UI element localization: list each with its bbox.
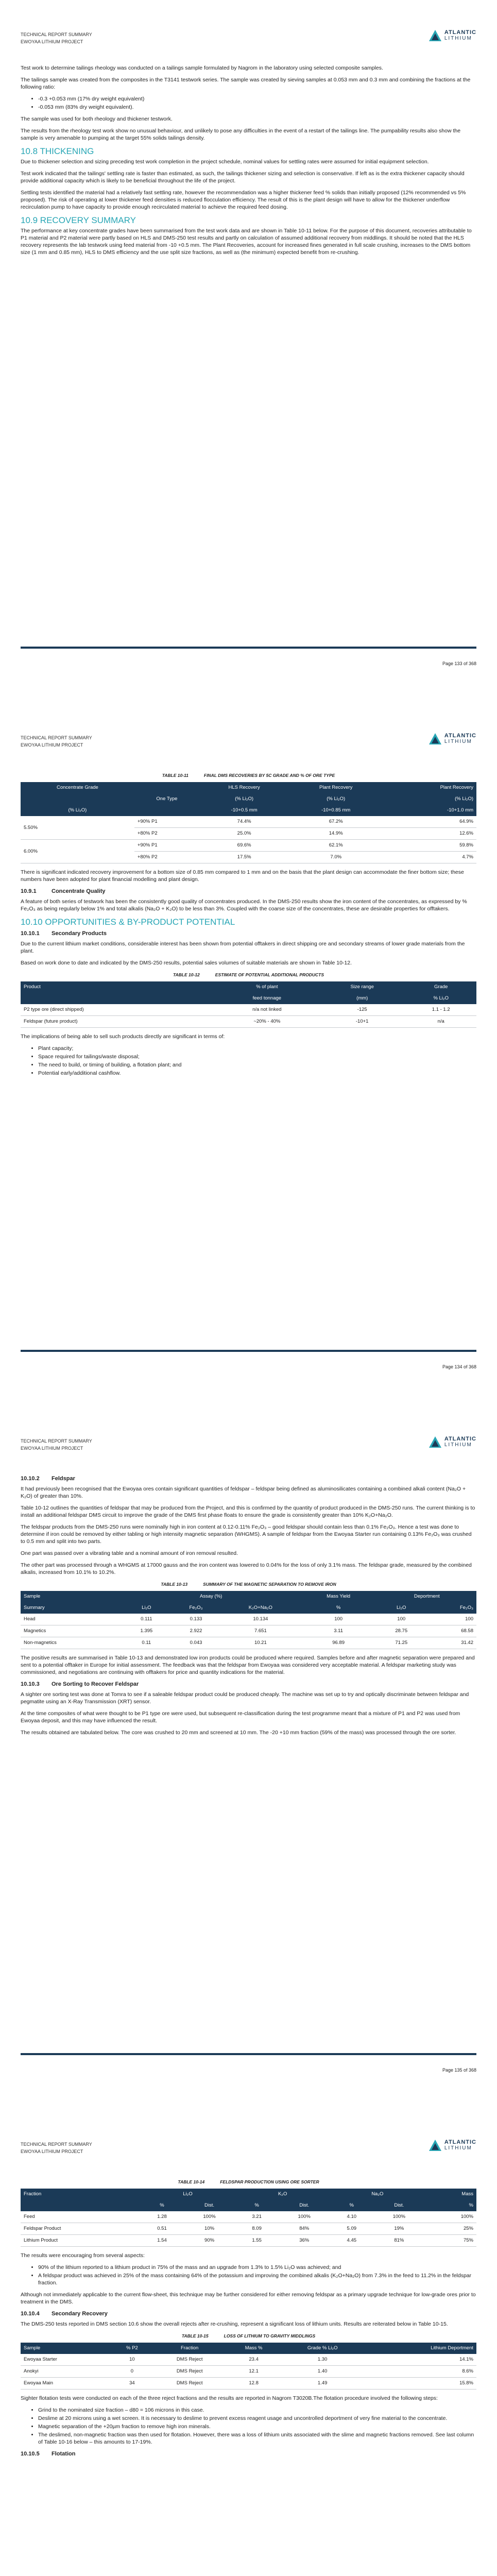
col-unit: (% Li₂O) [21,805,134,816]
col-header: Li₂O [140,2189,235,2200]
cell: P2 type ore (direct shipped) [21,1004,215,1016]
cell: Lithium Product [21,2235,140,2247]
paragraph: The DMS-250 tests reported in DMS section 10.6 show the overall rejects after re-crushing, represent a significant loss of lithium units. Results are reiterated below in Table 10-15. [21,2321,448,2327]
cell: 12.1 [227,2366,281,2378]
bullet-list [21,95,476,111]
ore-sorter-table [21,2189,476,2247]
cell: 1.40 [281,2366,364,2378]
col-unit: % [330,2200,373,2211]
logo-triangle-icon [429,732,442,745]
col-unit: Li₂O [378,1602,425,1614]
cell: 0.11 [123,1637,170,1649]
cell: 10.134 [221,1614,300,1625]
cell: 1.54 [140,2235,183,2247]
page-133 [0,0,497,703]
subsection-heading [21,930,476,937]
cell: 14.1% [364,2354,476,2366]
list-item: • Plant capacity; [38,1045,476,1052]
paragraph: At the time composites of what were thought to be P1 type ore were used, but subsequent re-classification during the test programme meant that a mixture of P1 and P2 was used from Ewoyaa deposit, and this may have influenced the result. [21,1710,460,1724]
cell: +90% P1 [134,816,199,828]
cell: 3.21 [235,2211,279,2223]
cell: 1.55 [235,2235,279,2247]
header-project: EWOYAA LITHIUM PROJECT [21,742,83,748]
table-row [21,2366,476,2378]
col-unit: Dist. [184,2200,235,2211]
col-header: Grade [405,981,476,993]
cell: -125 [319,1004,406,1016]
col-header: One Type [134,782,199,816]
header-title: TECHNICAL REPORT SUMMARY [21,735,92,740]
col-unit: Li₂O [123,1602,170,1614]
col-size: -10+1.0 mm [383,805,476,816]
cell: 1.28 [140,2211,183,2223]
cell: 4.45 [330,2235,373,2247]
cell: n/a not linked [215,1004,319,1016]
cell: 0 [112,2366,153,2378]
subsection-heading [21,2450,476,2458]
table-row [21,1016,476,1028]
cell: Ewoyaa Main [21,2378,112,2389]
section-heading-opportunities: 10.10 OPPORTUNITIES & BY-PRODUCT POTENTIAL [21,917,235,927]
col-unit: Fe₂O₃ [170,1602,221,1614]
list-item: • -0.3 +0.053 mm (17% dry weight equivalent) [38,95,476,103]
cell: 7.0% [289,852,383,863]
heading-number: 10.10.4 [21,2311,40,2317]
cell: -10+1 [319,1016,406,1028]
col-header: Deportment [378,1591,476,1602]
page-number: Page 133 of 368 [442,661,476,666]
col-header: Sample [21,1591,123,1602]
table-caption [21,772,476,779]
list-item: • The deslimed, non-magnetic fraction was then used for flotation. However, there was a loss of lithium units associated with the slime and magnetic fractions removed. See last column of Table 10-16 below – this amounts to 17-19%. [38,2431,476,2446]
paragraph: Test work indicated that the tailings' settling rate is faster than estimated, as such, the tailings thickener sizing and selection is conservative. If left as is the extra thickener capacity should provide additional capacity which is likely to be beneficial throughout the life of the project. [21,171,465,184]
page-footer [21,1350,476,1369]
cell: 84% [279,2223,330,2235]
col-header: Assay (%) [123,1591,300,1602]
table-caption [21,2178,476,2185]
table-row [21,1004,476,1016]
paragraph: The sample was used for both rheology and thickener testwork. [21,116,173,122]
cell: 96.89 [300,1637,378,1649]
col-header: Product [21,981,215,993]
magnetic-separation-table [21,1591,476,1649]
heading-text: Concentrate Quality [52,888,106,894]
heading-text: Feldspar [52,1476,75,1482]
section-heading-thickening: 10.8 THICKENING [21,146,94,156]
cell: 4.10 [330,2211,373,2223]
cell: 0.111 [123,1614,170,1625]
table-row [21,2211,476,2223]
paragraph: The results obtained are tabulated below. The core was crushed to 20 mm and screened at 10 mm. The -20 +10 mm fraction (59% of the mass) was processed through the ore sorter. [21,1730,456,1736]
table-caption [21,2332,476,2340]
cell: 19% [373,2223,425,2235]
paragraph: A feature of both series of testwork has been the consistently good quality of concentrates produced. In the DMS-250 results show the iron content of the concentrates, as expressed by % Fe₂O₃ as being regularly below 1% and total alkalis (Na₂O + K₂O) to be less than 3%. Coupled with the coarse size of the concentrates, these are desirable properties for offtakers. [21,899,467,912]
cell: 10.21 [221,1637,300,1649]
cell: 90% [184,2235,235,2247]
paragraph: Due to thickener selection and sizing preceding test work completion in the project schedule, nominal values for settling rates were assumed for initial equipment selection. [21,159,429,165]
cell: 74.4% [199,816,289,828]
heading-number: 10.10.2 [21,1476,40,1482]
paragraph: The results were encouraging from several aspects: [21,2252,145,2259]
table-title: LOSS OF LITHIUM TO GRAVITY MIDDLINGS [224,2333,316,2338]
table-title: ESTIMATE OF POTENTIAL ADDITIONAL PRODUCTS [215,972,324,977]
cell: 34 [112,2378,153,2389]
table-row [21,1625,476,1637]
col-header: Fraction [152,2343,227,2354]
header-project: EWOYAA LITHIUM PROJECT [21,2149,83,2154]
table-title: SUMMARY OF THE MAGNETIC SEPARATION TO REMOVE IRON [203,1582,336,1587]
table-number: TABLE 10-14 [178,2179,205,2184]
logo-text-1: ATLANTIC [444,2139,476,2145]
list-item: • The need to build, or timing of building, a flotation plant; and [38,1061,476,1069]
col-header: % of plant [215,981,319,993]
cell: 8.6% [364,2366,476,2378]
cell: 3.11 [300,1625,378,1637]
col-header: Mass [425,2189,476,2200]
cell: Feldspar (future product) [21,1016,215,1028]
list-item: • Deslime at 20 microns using a wet screen. It is necessary to deslime to prevent excess reagent usage and uncontrolled deportment of very fine material to the concentrate. [38,2415,476,2422]
table-title: FELDSPAR PRODUCTION USING ORE SORTER [220,2179,319,2184]
table-row [21,1637,476,1649]
col-header: Mass % [227,2343,281,2354]
products-table [21,981,476,1028]
paragraph: There is significant indicated recovery improvement for a bottom size of 0.85 mm compared to 1 mm and on the basis that the plant design can accommodate the finer bottom size; these numbers have been adopted for plant financial modelling and plant design. [21,869,464,883]
cell: 17.5% [199,852,289,863]
cell: Anokyi [21,2366,112,2378]
cell: 1.49 [281,2378,364,2389]
paragraph: Due to the current lithium market conditions, considerable interest has been shown from potential offtakers in direct shipping ore and secondary streams of lower grade materials from the plant. [21,941,465,954]
col-header: Sample [21,2343,112,2354]
table-row [21,840,476,852]
heading-text: Flotation [52,2451,76,2457]
col-header: Na₂O [330,2189,425,2200]
col-unit: Dist. [279,2200,330,2211]
atlantic-lithium-logo [429,2139,476,2152]
table-row [21,2235,476,2247]
logo-text-2: LITHIUM [444,1442,472,1448]
col-header: Size range [319,981,406,993]
paragraph: Sighter flotation tests were conducted on each of the three reject fractions and the results are reported in Nagrom T3020B.The flotation procedure involved the following steps: [21,2395,438,2401]
cell: 100 [425,1614,476,1625]
col-header: HLS Recovery [199,782,289,793]
cell: 14.9% [289,828,383,840]
cell: 81% [373,2235,425,2247]
col-header: Mass Yield [300,1591,378,1602]
page-135 [0,1406,497,2110]
cell: Non-magnetics [21,1637,123,1649]
cell: n/a [405,1016,476,1028]
cell: 1.1 - 1.2 [405,1004,476,1016]
footer-bar [21,2053,476,2055]
paragraph: Table 10-12 outlines the quantities of feldspar that may be produced from the Project, and this is confirmed by the quantity of product produced in the DMS-250 runs. The current thinking is to install an additional feldspar DMS circuit to improve the grade of the DMS first phase floats to ensure the grade is consistently greater than 10% K₂O+Na₂O. [21,1505,475,1518]
heading-number: 10.10.5 [21,2451,40,2457]
table-number: TABLE 10-11 [162,773,188,778]
logo-text-1: ATLANTIC [444,1436,476,1442]
paragraph: The other part was processed through a WHGMS at 17000 gauss and the iron content was lowered to 0.04% for the loss of only 3.1% mass. The feldspar grade, measured by the combined alkalis, increased from 10.1% to 10.2%. [21,1562,472,1575]
cell: +80% P2 [134,852,199,863]
col-header: Plant Recovery [383,782,476,793]
cell: 8.09 [235,2223,279,2235]
logo-text-2: LITHIUM [444,2145,472,2151]
footer-bar [21,647,476,649]
paragraph: Although not immediately applicable to the current flow-sheet, this technique may be further considered for either removing feldspar as a primary upgrade technique for low-grade ores prior to treatment in the DMS. [21,2292,476,2305]
cell: DMS Reject [152,2378,227,2389]
table-number: TABLE 10-12 [173,972,200,977]
list-item: • Grind to the nominated size fraction – d80 = 106 microns in this case. [38,2406,476,2414]
header-title: TECHNICAL REPORT SUMMARY [21,1438,92,1444]
cell: 12.8 [227,2378,281,2389]
col-unit: (% Li₂O) [199,793,289,805]
cell: 2.922 [170,1625,221,1637]
page-134 [0,703,497,1406]
subsection-heading [21,1681,476,1688]
cell: 25% [425,2223,476,2235]
logo-text-2: LITHIUM [444,36,472,41]
col-unit: K₂O+Na₂O [221,1602,300,1614]
list-item: • Space required for tailings/waste disposal; [38,1053,476,1060]
cell: 100% [184,2211,235,2223]
cell: 12.6% [383,828,476,840]
heading-number: 10.10.1 [21,930,40,937]
cell: 5.50% [21,816,134,840]
col-unit: % [425,2200,476,2211]
cell: 6.00% [21,840,134,863]
paragraph: Test work to determine tailings rheology was conducted on a tailings sample formulated by Nagrom in the laboratory using selected composite samples. [21,65,383,71]
cell: 0.51 [140,2223,183,2235]
col-unit: % Li₂O [405,993,476,1004]
cell: 10 [112,2354,153,2366]
atlantic-lithium-logo [429,732,476,745]
col-unit: feed tonnage [215,993,319,1004]
logo-text-1: ATLANTIC [444,733,476,739]
col-unit: % [235,2200,279,2211]
col-header: Fraction [21,2189,140,2200]
paragraph: A sighter ore sorting test was done at Tomra to see if a saleable feldspar product could be produced cheaply. The machine was set up to try and optically discriminate between feldspar and pegmatite using an X-Ray Transmission (XRT) sensor. [21,1691,469,1705]
cell: 1.395 [123,1625,170,1637]
report-header [21,31,92,45]
table-number: TABLE 10-15 [181,2333,209,2338]
cell: 10% [184,2223,235,2235]
bullet-list [21,2264,476,2286]
col-unit: % [140,2200,183,2211]
list-item: • A feldspar product was achieved in 25% of the mass containing 64% of the potassium and improving the combined alkalis (K₂O+Na₂O) from 7.3% in the feed to 11.2% in the feldspar fraction. [38,2272,476,2286]
col-header: % P2 [112,2343,153,2354]
cell: 1.30 [281,2354,364,2366]
col-unit: % [300,1602,378,1614]
cell: 0.043 [170,1637,221,1649]
table-row [21,2378,476,2389]
cell: 100 [300,1614,378,1625]
subsection-heading [21,1475,476,1482]
header-title: TECHNICAL REPORT SUMMARY [21,2142,92,2147]
paragraph: The results from the rheology test work show no unusual behaviour, and unlikely to pose any difficulties in the event of a restart of the tailings line. The pumpability results also show the sample is very amenable to pumping at the target 55% solids tailings density. [21,128,461,141]
page-number: Page 134 of 368 [442,1364,476,1369]
cell: Feed [21,2211,140,2223]
paragraph: The feldspar products from the DMS-250 runs were nominally high in iron content at 0.12-0.11% Fe₂O₃ – good feldspar should contain less than 0.1% Fe₂O₃. Hence a test was done to determine if iron could be removed by either tabling or high intensity magnetic separation (WHGMS). A sample of feldspar from the Ewoyaa Starter run containing 0.13% Fe₂O₃ was crushed to 0.5 mm and split into two parts. [21,1524,472,1545]
footer-bar [21,1350,476,1352]
table-number: TABLE 10-13 [161,1582,188,1587]
col-unit: (% Li₂O) [289,793,383,805]
section-heading-recovery: 10.9 RECOVERY SUMMARY [21,215,136,225]
cell: Magnetics [21,1625,123,1637]
cell: 75% [425,2235,476,2247]
cell: +80% P2 [134,828,199,840]
col-header: Concentrate Grade [21,782,134,793]
report-header [21,1437,92,1452]
cell: +90% P1 [134,840,199,852]
col-header: Plant Recovery [289,782,383,793]
cell: 69.6% [199,840,289,852]
heading-number: 10.9.1 [21,888,37,894]
cell: Head [21,1614,123,1625]
paragraph: Settling tests identified the material had a relatively fast settling rate, however the recommendation was a higher thickener feed % solids than initially proposed (12% recommended vs 5% proposed). The risk of operating at lower thickener feed densities is reduced flocculation efficiency. The result of this is the plant design will have to allow for the thickener underflow recirculation pump to have capacity to provide enough recirculated material to achieve the required feed dosing. [21,190,466,210]
cell: 5.09 [330,2223,373,2235]
cell: 0.133 [170,1614,221,1625]
col-unit: (mm) [319,993,406,1004]
report-header [21,2141,92,2155]
logo-text-2: LITHIUM [444,739,472,744]
bullet-list [21,1045,476,1077]
heading-number: 10.10.3 [21,1681,40,1687]
cell: 62.1% [289,840,383,852]
col-unit: Dist. [373,2200,425,2211]
cell: Ewoyaa Starter [21,2354,112,2366]
paragraph: One part was passed over a vibrating table and a nominal amount of iron removal resulted. [21,1550,238,1556]
cell: DMS Reject [152,2354,227,2366]
cell: Feldspar Product [21,2223,140,2235]
cell: 68.58 [425,1625,476,1637]
table-caption [21,971,476,978]
logo-triangle-icon [429,2139,442,2152]
cell: 64.9% [383,816,476,828]
paragraph: The performance at key concentrate grades have been summarised from the test work data and are shown in Table 10-11 below. For the purpose of this document, recoveries attributable to P1 material and P2 material were partly based on HLS and DMS-250 test results and partly on calculation of assumed additional recovery from middlings. It should be noted that the HLS recovery represents the lab testwork using feed material from -10 +0.5 mm. The Plant Recoveries, account for increased fines generated in full scale crushing, increases to the DMS bottom size (1 mm and 0.85 mm), HLS to DMS efficiency and the use split size fractions, as well as (the minimum) expected benefit from re-crushing. [21,228,472,256]
paragraph: The tailings sample was created from the composites in the T3141 testwork series. The sample was created by sieving samples at 0.053 mm and 0.3 mm and combining the fractions at the following ratio: [21,77,471,90]
col-header: Lithium Deportment [364,2343,476,2354]
col-unit: Fe₂O₃ [425,1602,476,1614]
cell: 100% [425,2211,476,2223]
paragraph: It had previously been recognised that the Ewoyaa ores contain significant quantities of feldspar – feldspar being defined as aluminosilicates containing a combined alkali content (Na₂O + K₂O) of greater than 10%. [21,1486,466,1499]
cell: 23.4 [227,2354,281,2366]
subsection-heading [21,888,476,895]
table-row [21,816,476,828]
col-header: Grade % Li₂O [281,2343,364,2354]
subsection-heading [21,2310,476,2317]
cell: ~20% - 40% [215,1016,319,1028]
table-row [21,1614,476,1625]
table-title: FINAL DMS RECOVERIES BY 5C GRADE AND % OF ORE TYPE [203,773,335,778]
cell: 67.2% [289,816,383,828]
table-row [21,2223,476,2235]
recovery-table [21,782,476,863]
table-row [21,2354,476,2366]
cell: 100 [378,1614,425,1625]
cell: 15.8% [364,2378,476,2389]
cell: 100% [373,2211,425,2223]
header-project: EWOYAA LITHIUM PROJECT [21,1446,83,1451]
paragraph: The positive results are summarised in Table 10-13 and demonstrated low iron products could be produced where required. Samples before and after magnetic separation were prepared and sent to a potential offtaker in Europe for initial assessment. The feedback was that the feldspar from Ewoyaa was considered very acceptable material. A feldspar marketing study was commissioned, and negotiations are continuing with offtakers for price and quantity indications for the material. [21,1655,475,1675]
page-footer [21,647,476,666]
heading-text: Secondary Recovery [52,2311,108,2317]
page-136 [0,2110,497,2576]
col-size: -10+0.85 mm [289,805,383,816]
cell: 100% [279,2211,330,2223]
table-caption [21,1581,476,1588]
cell: 36% [279,2235,330,2247]
paragraph: The implications of being able to sell such products directly are significant in terms of: [21,1033,225,1040]
page-footer [21,2053,476,2073]
list-item: • Potential early/additional cashflow. [38,1070,476,1077]
cell: 28.75 [378,1625,425,1637]
heading-text: Secondary Products [52,930,107,937]
logo-triangle-icon [429,29,442,42]
atlantic-lithium-logo [429,29,476,42]
heading-text: Ore Sorting to Recover Feldspar [52,1681,139,1687]
bullet-list [21,2406,476,2446]
cell: 7.651 [221,1625,300,1637]
col-header: K₂O [235,2189,330,2200]
atlantic-lithium-logo [429,1435,476,1449]
cell: 31.42 [425,1637,476,1649]
list-item: • Magnetic separation of the +20µm fraction to remove high iron minerals. [38,2423,476,2430]
cell: 4.7% [383,852,476,863]
page-number: Page 135 of 368 [442,2067,476,2073]
list-item: • -0.053 mm (83% dry weight equivalent). [38,104,476,111]
header-project: EWOYAA LITHIUM PROJECT [21,39,83,44]
cell: DMS Reject [152,2366,227,2378]
lithium-loss-table [21,2343,476,2389]
paragraph: Based on work done to date and indicated by the DMS-250 results, potential sales volumes of suitable materials are shown in Table 10-12. [21,960,352,966]
col-size: -10+0.5 mm [199,805,289,816]
col-header: Summary [21,1602,123,1614]
cell: 59.8% [383,840,476,852]
header-title: TECHNICAL REPORT SUMMARY [21,32,92,37]
logo-text-1: ATLANTIC [444,29,476,36]
col-unit: (% Li₂O) [383,793,476,805]
cell: 25.0% [199,828,289,840]
list-item: • 90% of the lithium reported to a lithium product in 75% of the mass and an upgrade from 1.3% to 1.5% Li₂O was achieved; and [38,2264,476,2271]
cell: 71.25 [378,1637,425,1649]
logo-triangle-icon [429,1435,442,1449]
report-header [21,734,92,749]
